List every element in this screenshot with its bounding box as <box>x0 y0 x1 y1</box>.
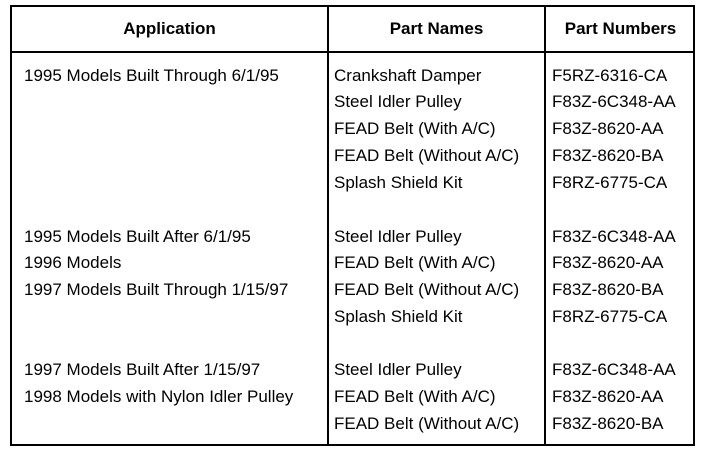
header-part-names: Part Names <box>389 19 484 38</box>
application-text: 1998 Models with Nylon Idler Pulley <box>24 387 294 406</box>
part-name: Steel Idler Pulley <box>334 92 462 111</box>
application-text: 1995 Models Built Through 6/1/95 <box>24 66 279 85</box>
part-number: F83Z-6C348-AA <box>552 227 676 246</box>
table-header <box>12 7 693 53</box>
part-number: F83Z-8620-BA <box>552 280 664 299</box>
part-name: Steel Idler Pulley <box>334 227 462 246</box>
part-name: FEAD Belt (With A/C) <box>334 119 496 138</box>
column-divider <box>327 7 329 444</box>
part-name: Steel Idler Pulley <box>334 360 462 379</box>
application-text: 1997 Models Built After 1/15/97 <box>24 360 261 379</box>
part-name: FEAD Belt (Without A/C) <box>334 146 520 165</box>
part-name: Crankshaft Damper <box>334 66 482 85</box>
application-text: 1996 Models <box>24 253 122 272</box>
part-number: F83Z-6C348-AA <box>552 360 676 379</box>
column-divider <box>544 7 546 444</box>
part-number: F83Z-8620-BA <box>552 414 664 433</box>
header-application: Application <box>123 19 216 38</box>
part-name: FEAD Belt (Without A/C) <box>334 414 520 433</box>
part-number: F83Z-8620-AA <box>552 387 664 406</box>
part-name: FEAD Belt (Without A/C) <box>334 280 520 299</box>
application-text: 1995 Models Built After 6/1/95 <box>24 227 251 246</box>
part-number: F83Z-8620-AA <box>552 119 664 138</box>
application-text: 1997 Models Built Through 1/15/97 <box>24 280 289 299</box>
part-name: FEAD Belt (With A/C) <box>334 253 496 272</box>
part-number: F83Z-6C348-AA <box>552 92 676 111</box>
part-number: F5RZ-6316-CA <box>552 66 668 85</box>
part-number: F83Z-8620-AA <box>552 253 664 272</box>
part-name: Splash Shield Kit <box>334 173 463 192</box>
part-name: FEAD Belt (With A/C) <box>334 387 496 406</box>
part-number: F8RZ-6775-CA <box>552 307 668 326</box>
part-name: Splash Shield Kit <box>334 307 463 326</box>
part-number: F8RZ-6775-CA <box>552 173 668 192</box>
part-number: F83Z-8620-BA <box>552 146 664 165</box>
header-part-numbers: Part Numbers <box>564 19 677 38</box>
parts-table <box>10 5 695 446</box>
